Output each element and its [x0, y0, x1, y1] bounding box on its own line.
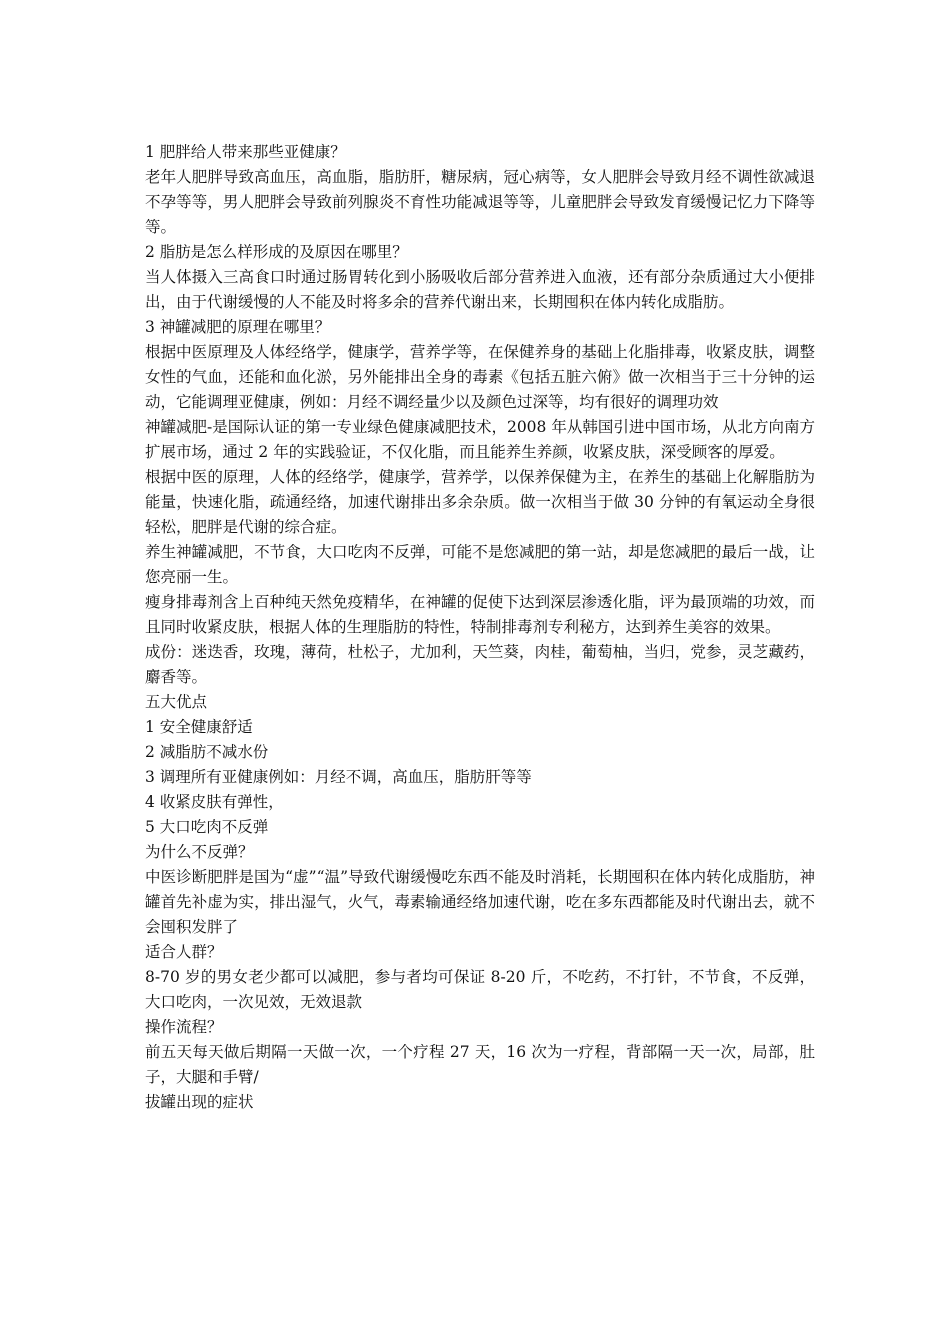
heading-target-group: 适合人群？	[145, 943, 223, 961]
list-item-advantage-3: 3 调理所有亚健康例如：月经不调，高血压，脂肪肝等等	[145, 768, 532, 786]
list-item-advantage-5: 5 大口吃肉不反弹	[145, 818, 269, 836]
paragraph-ingredients: 成份：迷迭香，玫瑰，薄荷，杜松子，尤加利，天竺葵，肉桂，葡萄柚，当归，党参，灵芝藏药，麝香等。	[145, 643, 815, 686]
heading-five-advantages: 五大优点	[145, 693, 208, 711]
paragraph-tcm-principle: 根据中医的原理，人体的经络学，健康学，营养学，以保养保健为主，在养生的基础上化解脂肪为能量，快速化脂，疏通经络，加速代谢排出多余杂质。做一次相当于做 30 分钟的有氧运动全身很轻松，肥胖是代谢的综合症。	[145, 468, 815, 536]
list-item-advantage-4: 4 收紧皮肤有弹性，	[145, 793, 284, 811]
list-item-advantage-1: 1 安全健康舒适	[145, 718, 253, 736]
paragraph-target-group: 8-70 岁的男女老少都可以减肥，参与者均可保证 8-20 斤，不吃药，不打针，不节食，不反弹，大口吃肉，一次见效，无效退款	[145, 968, 815, 1011]
paragraph-why-no-rebound: 中医诊断肥胖是国为“虚”“温”导致代谢缓慢吃东西不能及时消耗，长期囤积在体内转化成脂肪，神罐首先补虚为实，排出湿气，火气，毒素输通经络加速代谢，吃在多东西都能及时代谢出去，就不会囤积发胖了	[145, 868, 815, 936]
paragraph-detox-agent: 瘦身排毒剂含上百种纯天然免疫精华，在神罐的促使下达到深层渗透化脂，评为最顶端的功效，而且同时收紧皮肤，根据人体的生理脂肪的特性，特制排毒剂专利秘方，达到养生美容的效果。	[145, 593, 815, 636]
heading-cupping-symptoms: 拔罐出现的症状	[145, 1093, 254, 1111]
heading-procedure: 操作流程？	[145, 1018, 223, 1036]
heading-principle: 3 神罐减肥的原理在哪里？	[145, 318, 331, 336]
paragraph-principle: 根据中医原理及人体经络学，健康学，营养学等，在保健养身的基础上化脂排毒，收紧皮肤，调整女性的气血，还能和血化淤，另外能排出全身的毒素《包括五脏六俯》做一次相当于三十分钟的运动，它能调理亚健康，例如：月经不调经量少以及颜色过深等，均有很好的调理功效	[145, 343, 815, 411]
paragraph-no-rebound: 养生神罐减肥，不节食，大口吃肉不反弹，可能不是您减肥的第一站，却是您减肥的最后一战，让您亮丽一生。	[145, 543, 815, 586]
heading-obesity-subhealth: 1 肥胖给人带来那些亚健康？	[145, 143, 346, 161]
heading-fat-formation: 2 脂肪是怎么样形成的及原因在哪里？	[145, 243, 408, 261]
paragraph-obesity-effects: 老年人肥胖导致高血压，高血脂，脂肪肝，糖尿病，冠心病等，女人肥胖会导致月经不调性欲减退不孕等等，男人肥胖会导致前列腺炎不育性功能减退等等，儿童肥胖会导致发育缓慢记忆力下降等等。	[145, 168, 815, 236]
paragraph-introduction: 神罐减肥-是国际认证的第一专业绿色健康减肥技术，2008 年从韩国引进中国市场，从北方向南方扩展市场，通过 2 年的实践验证，不仅化脂，而且能养生养颜，收紧皮肤，深受顾客的厚爱。	[145, 418, 815, 461]
paragraph-fat-formation: 当人体摄入三高食口时通过肠胃转化到小肠吸收后部分营养进入血液，还有部分杂质通过大小便排出，由于代谢缓慢的人不能及时将多余的营养代谢出来，长期囤积在体内转化成脂肪。	[145, 268, 815, 311]
paragraph-procedure: 前五天每天做后期隔一天做一次，一个疗程 27 天，16 次为一疗程，背部隔一天一次，局部，肚子，大腿和手臂/	[145, 1043, 815, 1086]
document-body	[145, 140, 815, 1115]
heading-why-no-rebound: 为什么不反弹？	[145, 843, 254, 861]
list-item-advantage-2: 2 减脂肪不减水份	[145, 743, 269, 761]
